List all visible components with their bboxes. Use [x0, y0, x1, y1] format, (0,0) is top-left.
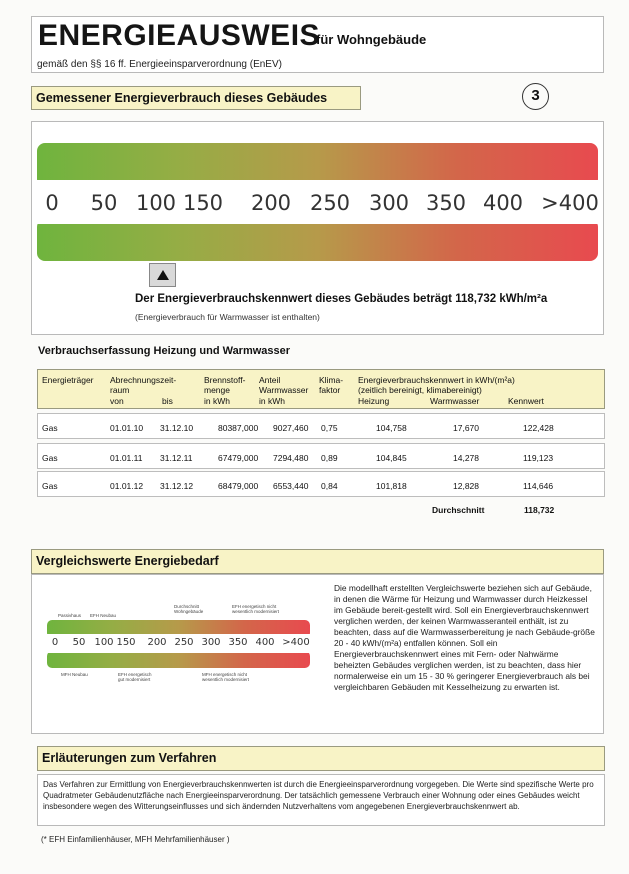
cell-warmwasser: 12,828: [453, 481, 479, 491]
col-heizung: Heizung: [358, 396, 390, 406]
cell-traeger: Gas: [42, 423, 58, 433]
ref-label-top: EFH energetisch nicht wesentlich modernisiert: [232, 604, 280, 614]
average-label: Durchschnitt: [432, 505, 485, 515]
title-box: [31, 16, 604, 73]
mini-tick-label: 150: [116, 637, 136, 648]
cell-kennwert: 122,428: [523, 423, 554, 433]
table-row: [37, 443, 605, 469]
law-reference: gemäß den §§ 16 ff. Energieeinsparverordnung (EnEV): [37, 59, 282, 70]
ref-label-top: Passivhaus: [58, 613, 82, 618]
col-brenn-2: menge: [204, 385, 230, 395]
verbrauch-title: Verbrauchserfassung Heizung und Warmwasser: [38, 345, 291, 357]
cell-anteil: 9027,460: [273, 423, 309, 433]
tick-label: 0: [45, 191, 59, 215]
col-brenn-3: in kWh: [204, 396, 230, 406]
col-zeitraum: Abrechnungszeit-: [110, 375, 177, 385]
cell-heizung: 101,818: [376, 481, 407, 491]
tick-label: 200: [250, 191, 292, 215]
table-row: [37, 471, 605, 497]
cell-bis: 31.12.11: [160, 453, 193, 463]
section-heading-vergleich: Vergleichswerte Energiebedarf: [31, 549, 604, 574]
document-subtitle: für Wohngebäude: [316, 32, 427, 47]
col-anteil-3: in kWh: [259, 396, 285, 406]
cell-heizung: 104,758: [376, 423, 407, 433]
tick-label: 100: [135, 191, 177, 215]
mini-tick-label: 300: [201, 637, 221, 648]
page-number: 3: [522, 83, 549, 110]
cell-klima: 0,89: [321, 453, 338, 463]
col-klima: Klima-: [319, 375, 344, 385]
section-heading-erlaeuterung: Erläuterungen zum Verfahren: [37, 746, 605, 771]
col-kennwert-subtitle: (zeitlich bereinigt, klimabereinigt): [358, 385, 482, 395]
average-value: 118,732: [524, 505, 555, 515]
cell-klima: 0,84: [321, 481, 338, 491]
cell-bis: 31.12.10: [160, 423, 194, 433]
erlaeuterung-text: Das Verfahren zur Ermittlung von Energieverbrauchskennwerten ist durch die Energieeinsparverordnung vorgegeben. Die Werte sind spezifische Werte pro Quadratmeter Gebäudenutzfläche nach Energieeinsparverordnung. Der tatsächlich gemessene Verbrauch einer Wohnung oder eines Gebäudes weicht insbesondere wegen des Witterungseinflusses und sich ändernden Nutzverhaltens vom angegebenen Energieverbrauchskennwert ab.: [43, 780, 594, 811]
mini-tick-label: 350: [228, 637, 248, 648]
col-kennwert: Kennwert: [508, 396, 544, 406]
col-kennwert-title: Energieverbrauchskennwert in kWh/(m²a): [358, 375, 515, 385]
footnote: (* EFH Einfamilienhäuser, MFH Mehrfamilienhäuser ): [41, 835, 230, 844]
col-brenn: Brennstoff-: [204, 375, 246, 385]
triangle-up-icon: [157, 270, 169, 280]
ref-label-bottom: EFH energetisch gut modernisiert: [118, 672, 152, 682]
tick-label: 400: [482, 191, 524, 215]
tick-label: 250: [309, 191, 351, 215]
cell-von: 01.01.10: [110, 423, 144, 433]
kennwert-note: (Energieverbrauch für Warmwasser ist enthalten): [135, 312, 320, 322]
tick-label: 50: [90, 191, 118, 215]
vergleich-description: Die modellhaft erstellten Vergleichswerte beziehen sich auf Gebäude, in denen die Wärme für Heizung und Warmwasser durch Heizkessel im Gebäude bereit-gestellt wird. Soll ein Energieverbrauchskennwert verglichen werden, der keinen Warmwasseranteil enthält, ist zu beachten, dass auf die Warmwasserbereitung je nach Gebäude-größe 20 - 40 kWh/(m²a) entfallen können. Soll ein Energieverbrauchskennwert eines mit Fern- oder Nahwärme beheizten Gebäudes verglichen werden, ist zu beachten, dass hier normalerweise ein um 15 - 30 % geringerer Energieverbrauch als bei vergleichbaren Gebäuden mit Kesselheizung zu erwarten ist.: [334, 583, 595, 692]
cell-warmwasser: 17,670: [453, 423, 479, 433]
cell-anteil: 6553,440: [273, 481, 309, 491]
cell-kennwert: 119,123: [523, 453, 554, 463]
mini-tick-label: 0: [51, 637, 59, 648]
document-title: ENERGIEAUSWEIS: [38, 19, 321, 52]
col-anteil: Anteil: [259, 375, 281, 385]
cell-klima: 0,75: [321, 423, 338, 433]
tick-label: 350: [425, 191, 467, 215]
mini-tick-label: >400: [282, 637, 310, 648]
ref-label-bottom: MFH Neubau: [61, 672, 88, 677]
cell-bis: 31.12.12: [160, 481, 194, 491]
mini-tick-label: 50: [72, 637, 86, 648]
section-heading-verbrauch: Gemessener Energieverbrauch dieses Gebäudes: [31, 86, 361, 110]
col-warmwasser: Warmwasser: [430, 396, 480, 406]
cell-anteil: 7294,480: [273, 453, 309, 463]
scale-bar-bottom-mask: [37, 214, 598, 224]
mini-tick-label: 200: [147, 637, 167, 648]
cell-traeger: Gas: [42, 481, 58, 491]
ref-label-bottom: MFH energetisch nicht wesentlich modernisiert: [202, 672, 250, 682]
table-header: [37, 369, 605, 409]
cell-warmwasser: 14,278: [453, 453, 479, 463]
cell-menge: 68479,000: [218, 481, 259, 491]
cell-kennwert: 114,646: [523, 481, 554, 491]
cell-menge: 67479,000: [218, 453, 259, 463]
kennwert-statement: Der Energieverbrauchskennwert dieses Gebäudes beträgt 118,732 kWh/m²a: [135, 293, 548, 305]
mini-tick-label: 400: [255, 637, 275, 648]
tick-label: >400: [541, 191, 599, 215]
col-bis: bis: [162, 396, 173, 406]
mini-tick-label: 250: [174, 637, 194, 648]
col-traeger: Energieträger: [42, 375, 94, 385]
scale-bar-bottom: [37, 219, 598, 261]
cell-heizung: 104,845: [376, 453, 407, 463]
cell-menge: 80387,000: [218, 423, 259, 433]
mini-scale-bar-bottom: [47, 651, 310, 668]
mini-tick-label: 100: [94, 637, 114, 648]
col-zeitraum-2: raum: [110, 385, 130, 395]
col-klima-2: faktor: [319, 385, 341, 395]
cell-von: 01.01.11: [110, 453, 143, 463]
table-row: [37, 413, 605, 439]
ref-label-top: EFH Neubau: [90, 613, 117, 618]
tick-label: 300: [368, 191, 410, 215]
cell-von: 01.01.12: [110, 481, 144, 491]
scale-bar-top-mask: [37, 180, 598, 190]
col-anteil-2: Warmwasser: [259, 385, 309, 395]
cell-traeger: Gas: [42, 453, 58, 463]
value-marker: [149, 263, 176, 287]
ref-label-top: Durchschnitt Wohngebäude: [174, 604, 204, 614]
tick-label: 150: [182, 191, 224, 215]
col-von: von: [110, 396, 124, 406]
